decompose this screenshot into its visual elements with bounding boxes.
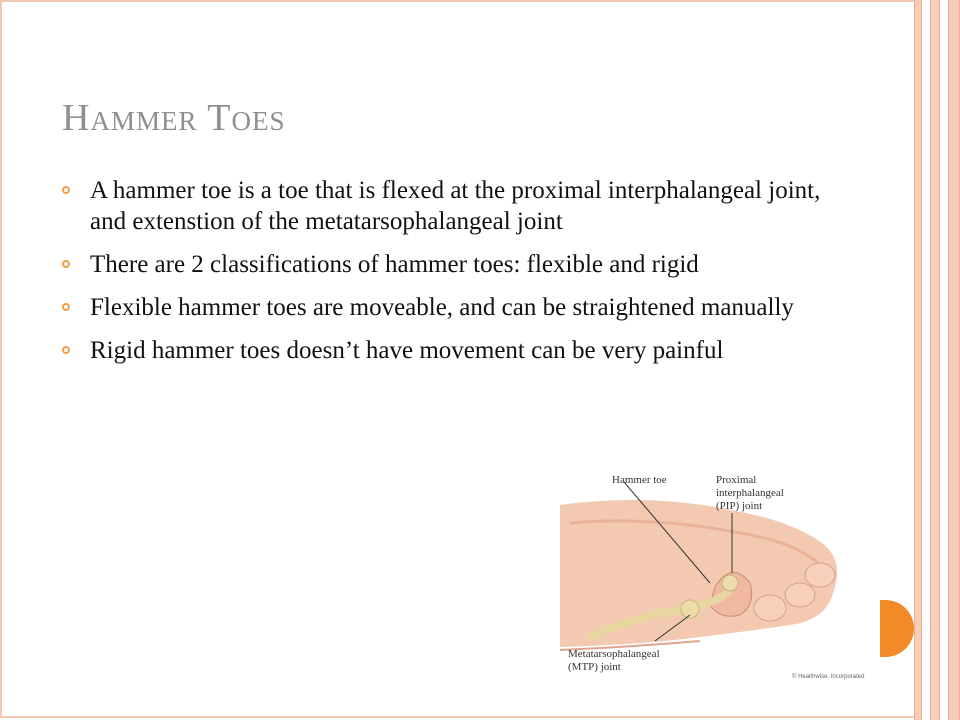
label-mtp-line2: (MTP) joint: [568, 661, 621, 673]
bullet-text: There are 2 classifications of hammer toes: flexible and rigid: [90, 251, 699, 278]
label-pip-line1: Proximal: [716, 474, 757, 486]
bullet-text: Flexible hammer toes are moveable, and can be straightened manually: [90, 294, 794, 321]
bullet-circle-icon: [62, 346, 70, 354]
label-pip-line3: (PIP) joint: [716, 500, 763, 512]
label-hammer-toe: Hammer toe: [612, 474, 667, 486]
decorative-stripes: [914, 0, 960, 720]
bullet-item: [62, 249, 842, 280]
bullet-list: [62, 175, 842, 378]
illustration-credit: © Healthwise, Incorporated: [792, 674, 865, 680]
label-pip-line2: interphalangeal: [716, 487, 784, 499]
bullet-item: [62, 292, 842, 323]
bullet-text: Rigid hammer toes doesn’t have movement can be very painful: [90, 337, 724, 364]
bullet-item: [62, 175, 842, 237]
label-mtp-line1: Metatarsophalangeal: [568, 648, 660, 660]
slide-title: Hammer Toes: [62, 97, 286, 139]
bullet-circle-icon: [62, 303, 70, 311]
bullet-circle-icon: [62, 186, 70, 194]
bullet-circle-icon: [62, 260, 70, 268]
stripe: [948, 0, 960, 720]
stripe: [930, 0, 940, 720]
bullet-item: [62, 335, 842, 366]
stripe: [914, 0, 922, 720]
bullet-text: A hammer toe is a toe that is flexed at the proximal interphalangeal joint, and extenstion of the metatarsophalangeal joint: [90, 177, 821, 235]
hammer-toe-illustration: [560, 465, 880, 690]
